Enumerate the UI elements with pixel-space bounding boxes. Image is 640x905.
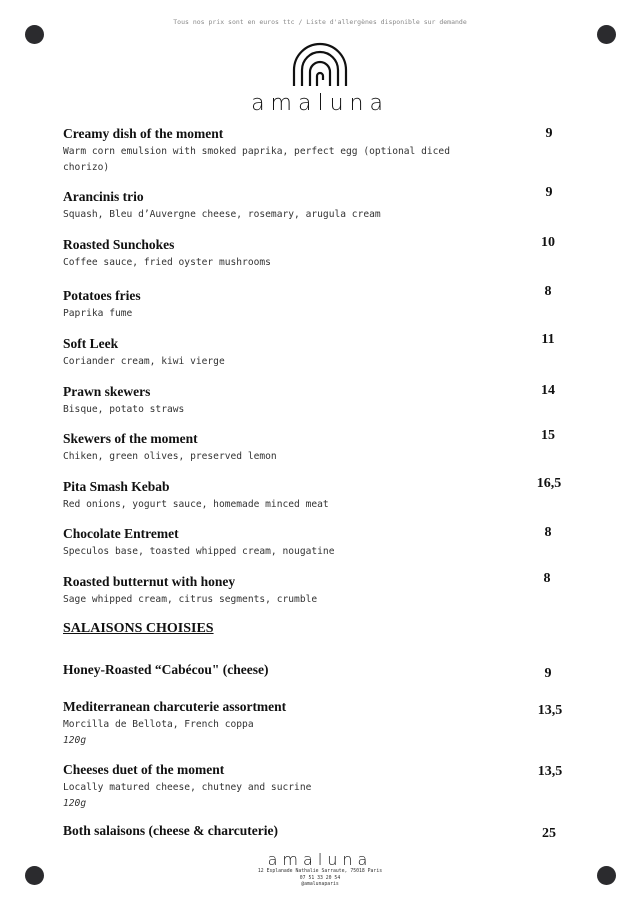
menu-item bbox=[63, 479, 583, 513]
brand-name: amaluna bbox=[251, 91, 389, 116]
item-name: Soft Leek bbox=[63, 336, 119, 351]
brand-logo bbox=[238, 42, 402, 116]
menu-item bbox=[63, 699, 583, 749]
menu-item bbox=[63, 189, 583, 223]
item-desc: Coffee sauce, fried oyster mushrooms bbox=[63, 257, 271, 268]
item-desc: Locally matured cheese, chutney and sucrine bbox=[63, 782, 312, 793]
menu-item bbox=[63, 823, 583, 839]
menu-item bbox=[63, 336, 583, 370]
item-desc: Speculos base, toasted whipped cream, nougatine bbox=[63, 546, 335, 557]
footer-social: @amalunaparis bbox=[301, 882, 339, 887]
menu-item bbox=[63, 762, 583, 812]
item-name: Both salaisons (cheese & charcuterie) bbox=[63, 823, 278, 838]
binder-hole-bottom-right bbox=[597, 866, 616, 885]
item-name: Roasted Sunchokes bbox=[63, 237, 175, 252]
item-price: 8 bbox=[543, 571, 551, 586]
item-price: 14 bbox=[541, 383, 555, 398]
item-price: 16,5 bbox=[536, 476, 562, 491]
footer-address: 12 Esplanade Nathalie Sarraute, 75018 Paris bbox=[257, 869, 383, 874]
menu-item bbox=[63, 574, 583, 608]
item-desc: Warm corn emulsion with smoked paprika, perfect egg (optional diced chorizo) bbox=[63, 146, 450, 173]
item-price: 11 bbox=[541, 332, 555, 347]
item-price: 25 bbox=[542, 826, 556, 841]
item-weight: 120g bbox=[63, 798, 87, 809]
item-desc: Coriander cream, kiwi vierge bbox=[63, 356, 225, 367]
item-name: Chocolate Entremet bbox=[63, 526, 179, 541]
item-price: 9 bbox=[544, 666, 552, 681]
binder-hole-top-right bbox=[597, 25, 616, 44]
item-price: 13,5 bbox=[537, 703, 563, 718]
item-name: Skewers of the moment bbox=[63, 431, 198, 446]
section-title-salaisons: SALAISONS CHOISIES bbox=[63, 621, 214, 636]
item-price: 9 bbox=[545, 185, 553, 200]
item-price: 9 bbox=[545, 126, 553, 141]
item-price: 13,5 bbox=[537, 764, 563, 779]
item-name: Arancinis trio bbox=[63, 189, 144, 204]
footer-brand: amaluna bbox=[267, 850, 373, 869]
item-price: 10 bbox=[541, 235, 555, 250]
footer-phone: 07 51 33 20 54 bbox=[299, 875, 341, 881]
menu-item bbox=[63, 526, 583, 560]
item-desc: Morcilla de Bellota, French coppa bbox=[63, 719, 254, 730]
item-name: Pita Smash Kebab bbox=[63, 479, 170, 494]
item-desc: Sage whipped cream, citrus segments, crumble bbox=[63, 594, 318, 605]
item-name: Cheeses duet of the moment bbox=[63, 762, 225, 777]
menu-item bbox=[63, 126, 583, 176]
item-name: Creamy dish of the moment bbox=[63, 126, 224, 141]
menu-item bbox=[63, 431, 583, 465]
item-desc: Red onions, yogurt sauce, homemade minced meat bbox=[63, 499, 329, 510]
menu-item bbox=[63, 384, 583, 418]
price-allergen-note: Tous nos prix sont en euros ttc / Liste d'allergènes disponible sur demande bbox=[173, 18, 467, 26]
item-name: Honey-Roasted “Cabécou" (cheese) bbox=[63, 662, 269, 677]
item-name: Mediterranean charcuterie assortment bbox=[63, 699, 287, 714]
menu-item bbox=[63, 237, 583, 271]
menu-item bbox=[63, 288, 583, 322]
item-weight: 120g bbox=[63, 735, 87, 746]
item-name: Prawn skewers bbox=[63, 384, 151, 399]
item-name: Potatoes fries bbox=[63, 288, 141, 303]
menu-item bbox=[63, 662, 583, 678]
item-desc: Paprika fume bbox=[63, 308, 133, 319]
binder-hole-top-left bbox=[25, 25, 44, 44]
item-price: 8 bbox=[544, 284, 552, 299]
item-desc: Chiken, green olives, preserved lemon bbox=[63, 451, 277, 462]
item-desc: Bisque, potato straws bbox=[63, 404, 185, 415]
footer bbox=[220, 850, 420, 889]
item-desc: Squash, Bleu d’Auvergne cheese, rosemary, arugula cream bbox=[63, 209, 381, 220]
item-price: 8 bbox=[544, 525, 552, 540]
item-price: 15 bbox=[541, 428, 555, 443]
arch-logo-icon bbox=[288, 42, 352, 88]
binder-hole-bottom-left bbox=[25, 866, 44, 885]
item-name: Roasted butternut with honey bbox=[63, 574, 236, 589]
